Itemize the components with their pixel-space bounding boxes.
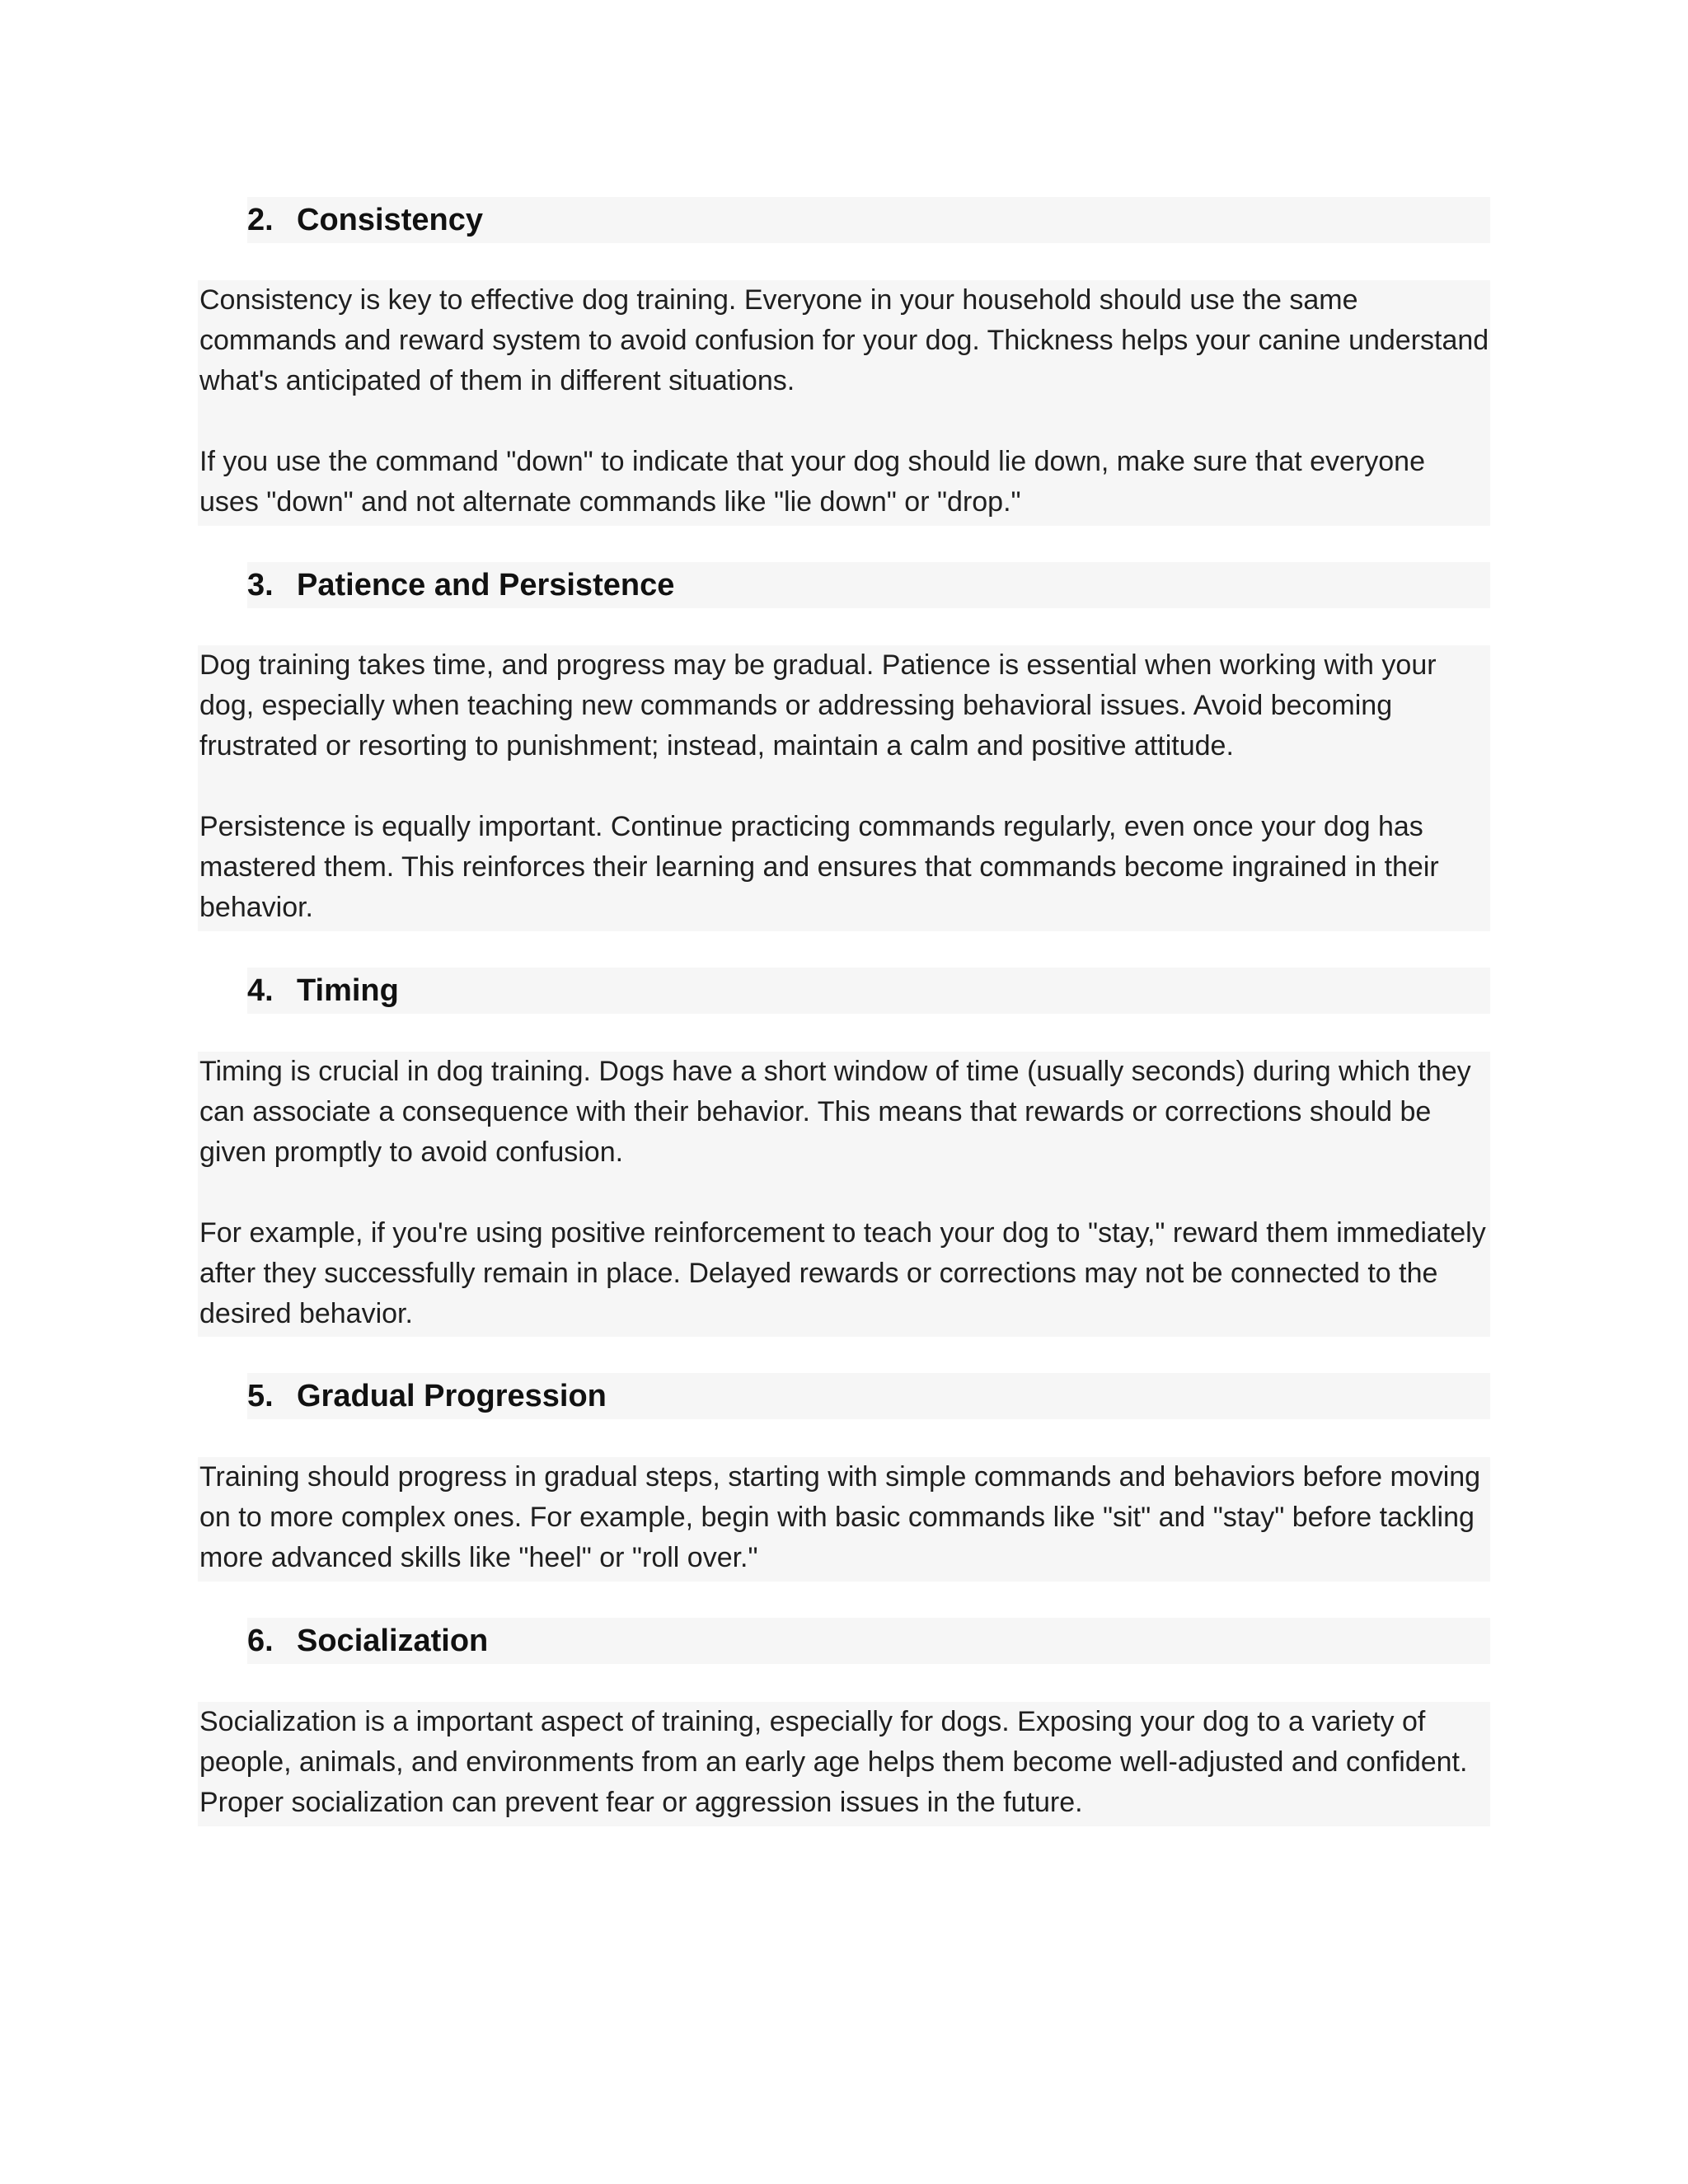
section-body-timing bbox=[198, 1052, 1490, 1337]
section-title: Gradual Progression bbox=[297, 1378, 607, 1413]
section-body-socialization bbox=[198, 1702, 1490, 1826]
section-title: Patience and Persistence bbox=[297, 567, 675, 602]
section-heading-timing bbox=[247, 968, 1490, 1014]
paragraph: For example, if you're using positive reinforcement to teach your dog to "stay," reward them immediately after they successfully remain in place. Delayed rewards or corrections may not be connected to the desired behavior. bbox=[199, 1217, 1486, 1329]
paragraph: Training should progress in gradual steps, starting with simple commands and behaviors before moving on to more complex ones. For example, begin with basic commands like "sit" and "stay" before tackling more advanced skills like "heel" or "roll over." bbox=[199, 1461, 1481, 1573]
section-heading-socialization bbox=[247, 1618, 1490, 1664]
section-heading-gradual-progression bbox=[247, 1373, 1490, 1419]
paragraph: Socialization is a important aspect of training, especially for dogs. Exposing your dog to a variety of people, animals, and environments from an early age helps them become well-adjusted and confident. Proper socialization can prevent fear or aggression issues in the future. bbox=[199, 1706, 1468, 1818]
section-title: Consistency bbox=[297, 202, 483, 237]
paragraph: If you use the command "down" to indicate that your dog should lie down, make sure that everyone uses "down" and not alternate commands like "lie down" or "drop." bbox=[199, 446, 1426, 518]
section-body-gradual-progression bbox=[198, 1457, 1490, 1582]
section-title: Socialization bbox=[297, 1623, 489, 1658]
section-number: 5. bbox=[247, 1378, 274, 1413]
paragraph: Dog training takes time, and progress may be gradual. Patience is essential when working with your dog, especially when teaching new commands or addressing behavioral issues. Avoid becoming frustrated or resorting to punishment; instead, maintain a calm and positive attitude. bbox=[199, 649, 1437, 762]
paragraph: Timing is crucial in dog training. Dogs have a short window of time (usually seconds) during which they can associate a consequence with their behavior. This means that rewards or corrections should be given promptly to avoid confusion. bbox=[199, 1056, 1471, 1168]
paragraph: Persistence is equally important. Continue practicing commands regularly, even once your dog has mastered them. This reinforces their learning and ensures that commands become ingrained in their behavior. bbox=[199, 811, 1439, 923]
section-number: 3. bbox=[247, 567, 274, 602]
section-number: 2. bbox=[247, 202, 274, 237]
section-number: 6. bbox=[247, 1623, 274, 1658]
section-number: 4. bbox=[247, 972, 274, 1008]
section-title: Timing bbox=[297, 972, 399, 1008]
paragraph: Consistency is key to effective dog training. Everyone in your household should use the same commands and reward system to avoid confusion for your dog. Thickness helps your canine understand what's anticipated of them in different situations. bbox=[199, 284, 1489, 396]
section-heading-consistency bbox=[247, 197, 1490, 243]
section-heading-patience-and-persistence bbox=[247, 562, 1490, 608]
section-body-consistency bbox=[198, 280, 1490, 526]
section-body-patience-and-persistence bbox=[198, 645, 1490, 931]
